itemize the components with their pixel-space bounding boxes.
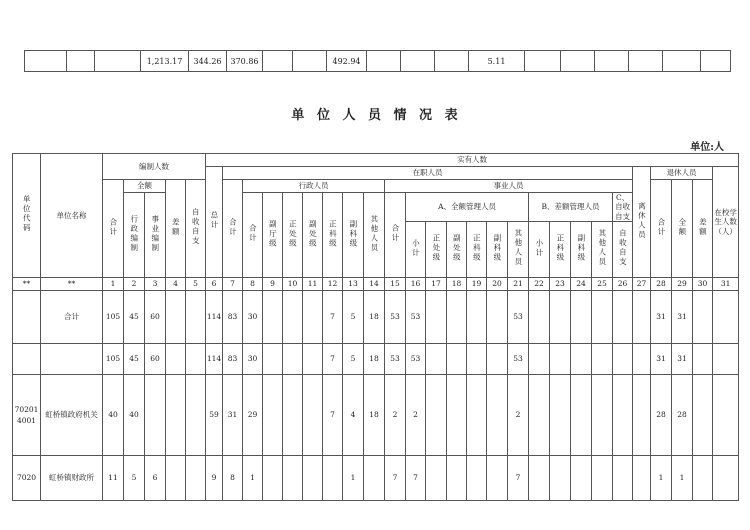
table-cell: 7 <box>406 456 426 501</box>
fragment-cell <box>95 51 141 72</box>
fragment-cell <box>561 51 595 72</box>
table-cell <box>145 375 166 456</box>
header-a-subtotal: 小计 <box>406 222 426 278</box>
table-cell <box>303 344 323 375</box>
table-cell <box>263 456 283 501</box>
header-grand-total: 总计 <box>206 167 223 278</box>
table-cell: 40 <box>103 375 124 456</box>
table-cell: 83 <box>223 344 243 375</box>
table-cell <box>550 291 571 344</box>
table-cell <box>571 344 592 375</box>
table-cell: 8 <box>223 456 243 501</box>
personnel-table <box>12 153 739 501</box>
table-cell <box>713 291 739 344</box>
table-cell <box>693 291 713 344</box>
table-cell: 28 <box>651 375 672 456</box>
table-cell: 53 <box>508 291 529 344</box>
header-b-subtotal: 小计 <box>529 222 550 278</box>
unit-name-cell: 合计 <box>41 291 103 344</box>
column-number-cell: 14 <box>364 278 385 291</box>
top-fragment-table <box>24 50 731 72</box>
table-cell <box>426 375 447 456</box>
unit-name-cell: 虹桥镇财政所 <box>41 456 103 501</box>
header-staffing: 编制人数 <box>103 154 206 180</box>
unit-code-cell <box>13 344 41 375</box>
table-cell: 29 <box>243 375 263 456</box>
table-cell <box>447 344 467 375</box>
fragment-cell <box>25 51 67 72</box>
table-cell: 31 <box>651 291 672 344</box>
table-cell: 105 <box>103 344 124 375</box>
column-number-cell: 10 <box>283 278 303 291</box>
fragment-cell <box>401 51 435 72</box>
table-cell <box>426 291 447 344</box>
fragment-cell: 5.11 <box>469 51 525 72</box>
table-cell <box>613 456 633 501</box>
column-number-cell: 25 <box>592 278 613 291</box>
table-cell <box>713 344 739 375</box>
column-number-row <box>13 278 739 291</box>
fragment-cell <box>263 51 293 72</box>
column-number-cell: 20 <box>487 278 508 291</box>
column-number-cell: 23 <box>550 278 571 291</box>
header-a-deputy-section: 副科级 <box>487 222 508 278</box>
table-cell <box>467 456 487 501</box>
table-cell: 40 <box>124 375 145 456</box>
fragment-cell <box>293 51 327 72</box>
unit-label: 单位:人 <box>690 142 724 153</box>
table-cell: 53 <box>508 344 529 375</box>
fragment-cell: 370.86 <box>227 51 263 72</box>
table-cell <box>166 375 186 456</box>
column-number-cell: 15 <box>385 278 406 291</box>
unit-name-cell <box>41 344 103 375</box>
unit-code-cell: 7020 <box>13 456 41 501</box>
fragment-cell <box>663 51 701 72</box>
header-staffing-total: 合计 <box>103 180 124 278</box>
fragment-cell: 1,213.17 <box>141 51 189 72</box>
header-admin-deputy-bureau: 副厅级 <box>263 193 283 278</box>
fragment-cell <box>367 51 401 72</box>
column-number-cell: ** <box>13 278 41 291</box>
table-cell <box>426 456 447 501</box>
header-admin-deputy-dept: 副处级 <box>303 193 323 278</box>
table-cell: 1 <box>343 456 364 501</box>
column-number-cell: 19 <box>467 278 487 291</box>
header-a-section: 正科级 <box>467 222 487 278</box>
table-cell: 60 <box>145 291 166 344</box>
fragment-cell <box>525 51 561 72</box>
table-cell <box>633 291 651 344</box>
header-a-deputy-dept: 副处级 <box>447 222 467 278</box>
header-retired: 退休人员 <box>651 167 713 180</box>
table-cell: 60 <box>145 344 166 375</box>
table-cell <box>487 344 508 375</box>
table-cell <box>529 375 550 456</box>
table-cell <box>186 291 206 344</box>
table-cell <box>550 456 571 501</box>
table-cell <box>166 456 186 501</box>
table-cell: 1 <box>672 456 693 501</box>
table-cell: 2 <box>508 375 529 456</box>
column-number-cell: 24 <box>571 278 592 291</box>
table-cell <box>713 375 739 456</box>
table-cell <box>447 456 467 501</box>
table-cell <box>592 375 613 456</box>
table-cell <box>693 344 713 375</box>
table-cell <box>633 375 651 456</box>
column-number-cell: ** <box>41 278 103 291</box>
header-c-self: C、自收自支 <box>613 193 633 222</box>
header-admin-staffing: 行政编制 <box>124 193 145 278</box>
header-admin-section: 正科级 <box>323 193 343 278</box>
header-in-service-total: 合计 <box>223 180 243 278</box>
table-cell: 7 <box>323 375 343 456</box>
header-retired-diff: 差额 <box>693 180 713 278</box>
table-cell <box>283 344 303 375</box>
table-cell <box>447 375 467 456</box>
header-admin-other: 其他人员 <box>364 193 385 278</box>
header-a-full-mgmt: A、全额管理人员 <box>406 193 529 222</box>
table-cell: 18 <box>364 291 385 344</box>
table-cell <box>633 344 651 375</box>
table-cell: 53 <box>406 344 426 375</box>
table-cell <box>364 456 385 501</box>
table-cell: 9 <box>206 456 223 501</box>
table-cell <box>283 291 303 344</box>
table-cell: 7 <box>323 344 343 375</box>
column-number-cell: 2 <box>124 278 145 291</box>
header-c-self-support: 自收自支 <box>613 222 633 278</box>
unit-code-cell: 702014001 <box>13 375 41 456</box>
table-cell: 31 <box>672 291 693 344</box>
table-cell: 59 <box>206 375 223 456</box>
table-cell <box>447 291 467 344</box>
table-cell <box>303 456 323 501</box>
table-cell <box>592 344 613 375</box>
header-admin-personnel: 行政人员 <box>243 180 385 193</box>
table-cell: 5 <box>343 344 364 375</box>
column-number-cell: 28 <box>651 278 672 291</box>
table-cell: 45 <box>124 291 145 344</box>
table-cell <box>263 375 283 456</box>
table-cell <box>323 456 343 501</box>
table-cell: 31 <box>672 344 693 375</box>
header-admin-dept-level: 正处级 <box>283 193 303 278</box>
table-cell: 5 <box>343 291 364 344</box>
table-cell <box>186 375 206 456</box>
table-cell: 1 <box>651 456 672 501</box>
table-cell <box>263 344 283 375</box>
header-b-deputy-section: 副科级 <box>571 222 592 278</box>
table-cell: 53 <box>385 344 406 375</box>
header-retiree-leave: 离休人员 <box>633 167 651 278</box>
table-cell <box>166 344 186 375</box>
column-number-cell: 29 <box>672 278 693 291</box>
header-public-personnel: 事业人员 <box>385 180 633 193</box>
column-number-cell: 7 <box>223 278 243 291</box>
table-cell <box>487 375 508 456</box>
column-number-cell: 22 <box>529 278 550 291</box>
fragment-cell <box>67 51 95 72</box>
header-row-1 <box>13 154 739 167</box>
table-cell: 31 <box>223 375 243 456</box>
header-b-diff-mgmt: B、差额管理人员 <box>529 193 613 222</box>
page-title: 单 位 人 员 情 况 表 <box>291 108 459 123</box>
table-cell: 31 <box>651 344 672 375</box>
header-b-other: 其他人员 <box>592 222 613 278</box>
table-cell: 7 <box>508 456 529 501</box>
table-cell <box>186 344 206 375</box>
table-cell: 28 <box>672 375 693 456</box>
header-public-staffing: 事业编制 <box>145 193 166 278</box>
table-cell <box>592 456 613 501</box>
table-cell <box>613 291 633 344</box>
table-cell <box>571 291 592 344</box>
header-a-other: 其他人员 <box>508 222 529 278</box>
table-cell: 83 <box>223 291 243 344</box>
column-number-cell: 6 <box>206 278 223 291</box>
table-cell: 5 <box>124 456 145 501</box>
header-admin-total: 合计 <box>243 193 263 278</box>
column-number-cell: 8 <box>243 278 263 291</box>
fragment-cell <box>435 51 469 72</box>
header-a-dept: 正处级 <box>426 222 447 278</box>
table-cell: 2 <box>406 375 426 456</box>
table-cell <box>713 456 739 501</box>
header-admin-deputy-section: 副科级 <box>343 193 364 278</box>
table-cell <box>592 291 613 344</box>
header-public-total: 合计 <box>385 193 406 278</box>
column-number-cell: 18 <box>447 278 467 291</box>
table-row <box>13 291 739 344</box>
header-retired-full: 全额 <box>672 180 693 278</box>
table-cell <box>487 456 508 501</box>
table-cell: 53 <box>385 291 406 344</box>
column-number-cell: 31 <box>713 278 739 291</box>
table-cell: 18 <box>364 344 385 375</box>
header-students: 在校学生人数（人） <box>713 167 739 278</box>
table-cell <box>529 291 550 344</box>
table-cell: 114 <box>206 291 223 344</box>
header-retired-total: 合计 <box>651 180 672 278</box>
table-row <box>13 375 739 456</box>
header-unit-name: 单位名称 <box>41 154 103 278</box>
unit-name-cell: 虹桥镇政府机关 <box>41 375 103 456</box>
table-cell: 7 <box>323 291 343 344</box>
column-number-cell: 3 <box>145 278 166 291</box>
table-cell <box>467 344 487 375</box>
column-number-cell: 5 <box>186 278 206 291</box>
column-number-cell: 4 <box>166 278 186 291</box>
column-number-cell: 16 <box>406 278 426 291</box>
table-cell <box>303 375 323 456</box>
table-cell: 6 <box>145 456 166 501</box>
fragment-cell <box>595 51 629 72</box>
table-cell: 18 <box>364 375 385 456</box>
header-self-support: 自收自支 <box>186 180 206 278</box>
header-full-quota: 全额 <box>124 180 166 193</box>
fragment-cell <box>629 51 663 72</box>
table-cell <box>693 456 713 501</box>
column-number-cell: 21 <box>508 278 529 291</box>
column-number-cell: 12 <box>323 278 343 291</box>
table-cell <box>613 375 633 456</box>
table-cell: 53 <box>406 291 426 344</box>
table-cell: 7 <box>385 456 406 501</box>
table-cell <box>426 344 447 375</box>
column-number-cell: 1 <box>103 278 124 291</box>
table-cell: 105 <box>103 291 124 344</box>
column-number-cell: 9 <box>263 278 283 291</box>
table-cell <box>467 291 487 344</box>
fragment-cell: 344.26 <box>189 51 227 72</box>
table-cell <box>550 375 571 456</box>
table-cell <box>529 344 550 375</box>
column-number-cell: 17 <box>426 278 447 291</box>
table-cell <box>263 291 283 344</box>
table-cell: 114 <box>206 344 223 375</box>
column-number-cell: 27 <box>633 278 651 291</box>
table-cell <box>283 456 303 501</box>
column-number-cell: 30 <box>693 278 713 291</box>
table-row <box>13 344 739 375</box>
table-cell: 30 <box>243 291 263 344</box>
column-number-cell: 13 <box>343 278 364 291</box>
table-cell <box>571 456 592 501</box>
table-cell <box>529 456 550 501</box>
table-cell: 2 <box>385 375 406 456</box>
table-cell <box>166 291 186 344</box>
table-cell: 30 <box>243 344 263 375</box>
fragment-cell: 492.94 <box>327 51 367 72</box>
table-cell <box>303 291 323 344</box>
table-row <box>13 456 739 501</box>
table-cell <box>186 456 206 501</box>
header-b-section: 正科级 <box>550 222 571 278</box>
table-cell: 1 <box>243 456 263 501</box>
table-cell: 45 <box>124 344 145 375</box>
header-unit-code: 单位代码 <box>13 154 41 278</box>
table-cell: 4 <box>343 375 364 456</box>
column-number-cell: 26 <box>613 278 633 291</box>
fragment-cell <box>701 51 731 72</box>
table-cell <box>283 375 303 456</box>
unit-code-cell <box>13 291 41 344</box>
header-in-service: 在职人员 <box>223 167 633 180</box>
table-cell <box>693 375 713 456</box>
header-actual: 实有人数 <box>206 154 739 167</box>
column-number-cell: 11 <box>303 278 323 291</box>
table-cell <box>613 344 633 375</box>
top-fragment-row <box>25 51 731 72</box>
header-diff-amount: 差额 <box>166 180 186 278</box>
table-cell <box>467 375 487 456</box>
table-cell: 11 <box>103 456 124 501</box>
header-row-3 <box>13 180 739 193</box>
table-cell <box>633 456 651 501</box>
table-cell <box>487 291 508 344</box>
table-cell <box>571 375 592 456</box>
table-cell <box>550 344 571 375</box>
